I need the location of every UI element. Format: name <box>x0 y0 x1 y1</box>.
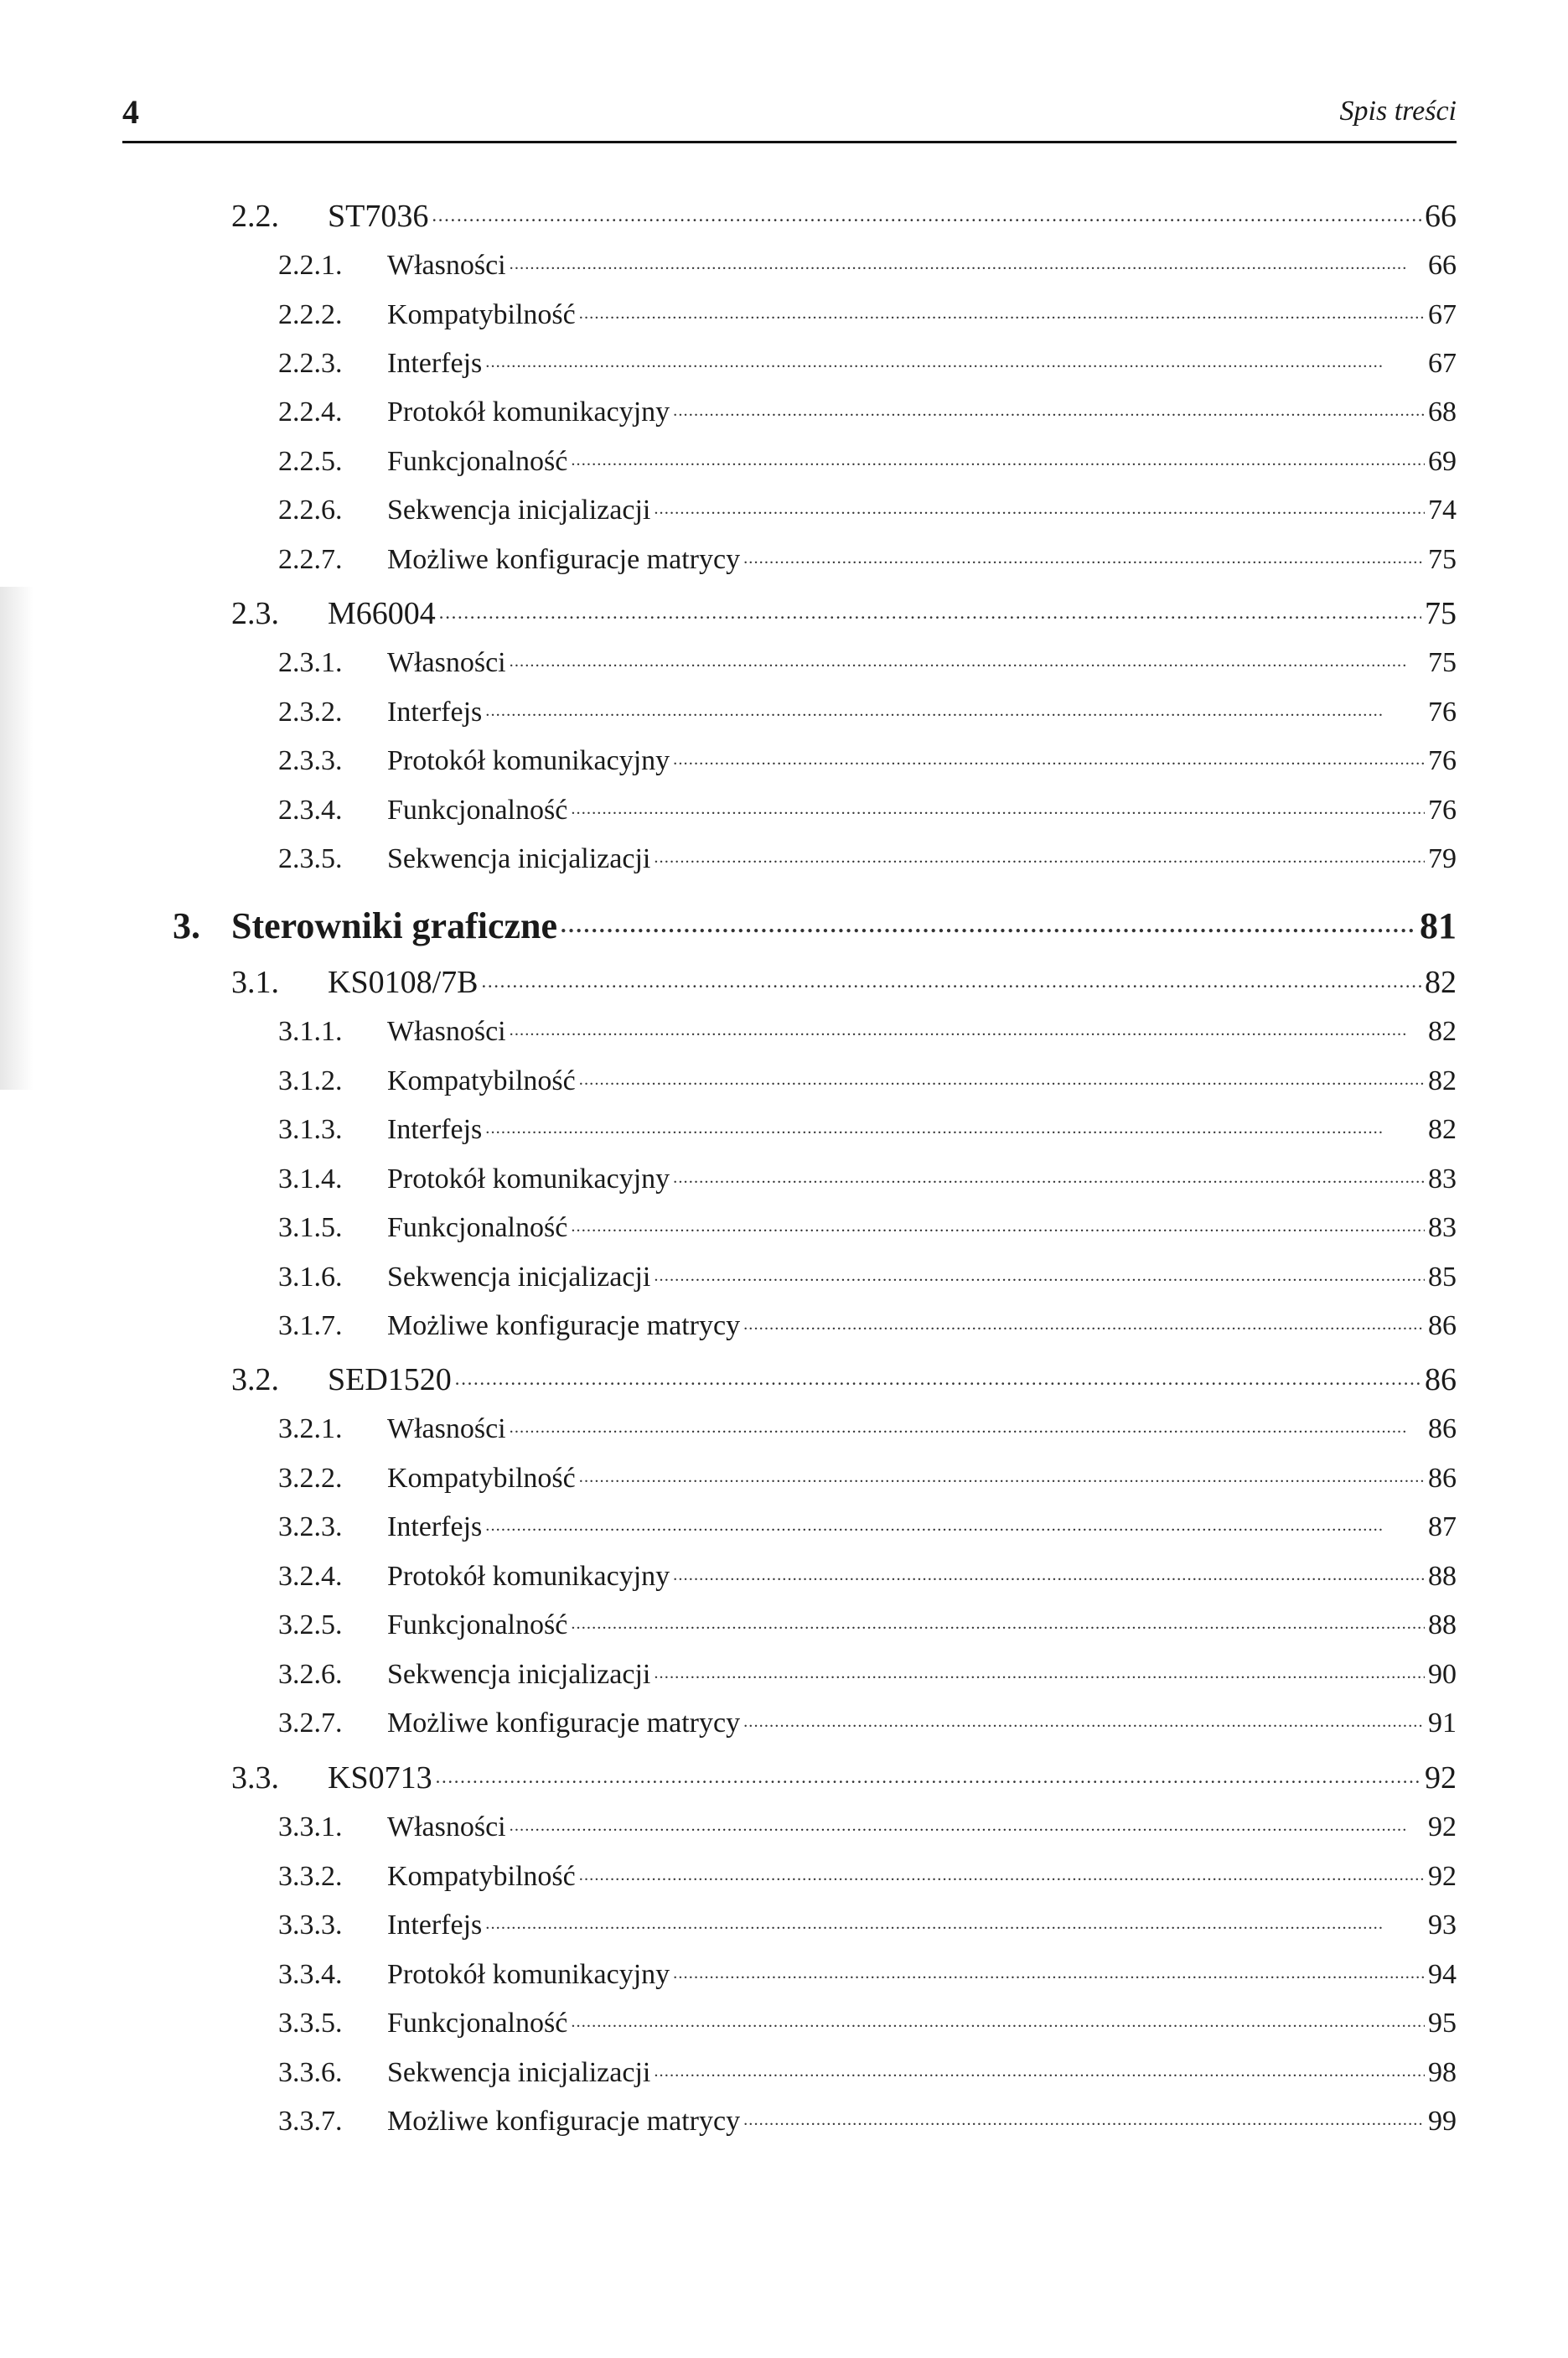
dot-leader <box>743 1703 1425 1732</box>
dot-leader <box>436 1756 1421 1788</box>
dot-leader <box>673 392 1425 421</box>
dot-leader <box>432 194 1421 226</box>
running-title: Spis treści <box>1339 96 1457 127</box>
toc-entry-page: 82 <box>1428 1114 1457 1145</box>
toc-entry <box>231 592 1457 632</box>
toc-entry-number: 2.3.2. <box>278 697 343 728</box>
toc-entry-page: 86 <box>1428 1310 1457 1341</box>
toc-entry-page: 88 <box>1428 1561 1457 1592</box>
dot-leader <box>579 295 1425 324</box>
toc-entry-title: Własności <box>387 1016 506 1047</box>
toc-entry-number: 2.3.4. <box>278 795 343 826</box>
dot-leader <box>485 1110 1425 1138</box>
toc-entry-page: 86 <box>1425 1362 1457 1397</box>
toc-entry-page: 82 <box>1425 965 1457 1000</box>
toc-entry-title: Możliwe konfiguracje matrycy <box>387 1708 741 1739</box>
toc-entry-number: 3.1.6. <box>278 1262 343 1293</box>
dot-leader <box>561 901 1416 938</box>
dot-leader <box>654 490 1425 519</box>
toc-entry-number: 3.3.6. <box>278 2057 343 2088</box>
page-number: 4 <box>122 93 139 131</box>
toc-entry-number: 3.2.7. <box>278 1708 343 1739</box>
toc-entry <box>278 1257 1457 1293</box>
toc-entry <box>278 295 1457 331</box>
dot-leader <box>673 1955 1425 1983</box>
toc-entry-title: Własności <box>387 250 506 281</box>
toc-entry <box>278 790 1457 827</box>
toc-entry-title: M66004 <box>328 596 436 631</box>
toc-entry-number: 3.3.4. <box>278 1959 343 1990</box>
toc-entry <box>278 1857 1457 1893</box>
toc-entry-title: Protokół komunikacyjny <box>387 745 670 776</box>
toc-entry-page: 92 <box>1428 1861 1457 1892</box>
toc-entry-title: Możliwe konfiguracje matrycy <box>387 2106 741 2137</box>
toc-entry-page: 66 <box>1428 250 1457 281</box>
dot-leader <box>510 246 1425 274</box>
toc-entry-title: Kompatybilność <box>387 299 576 330</box>
toc-entry-title: Protokół komunikacyjny <box>387 396 670 428</box>
toc-entry-title: Sekwencja inicjalizacji <box>387 495 651 526</box>
toc-entry-page: 75 <box>1428 544 1457 575</box>
toc-entry-page: 86 <box>1428 1413 1457 1444</box>
toc-entry-title: ST7036 <box>328 199 429 234</box>
toc-entry <box>278 1905 1457 1941</box>
toc-entry-title: Funkcjonalność <box>387 2008 568 2039</box>
toc-entry-number: 2.2.6. <box>278 495 343 526</box>
toc-entry-title: Funkcjonalność <box>387 1609 568 1640</box>
toc-entry-number: 3.2.6. <box>278 1659 343 1690</box>
toc-entry-number: 2.2. <box>231 199 279 234</box>
dot-leader <box>579 1459 1425 1487</box>
toc-entry-number: 3.3.1. <box>278 1811 343 1842</box>
toc-entry-title: Interfejs <box>387 1114 483 1145</box>
dot-leader <box>510 1807 1425 1836</box>
dot-leader <box>673 741 1425 770</box>
toc-entry-page: 82 <box>1428 1065 1457 1096</box>
toc-entry <box>278 1807 1457 1843</box>
toc-entry-title: KS0108/7B <box>328 965 479 1000</box>
toc-entry-page: 75 <box>1428 647 1457 678</box>
dot-leader <box>485 1507 1425 1536</box>
toc-entry-number: 3.3.5. <box>278 2008 343 2039</box>
toc-entry <box>278 1061 1457 1097</box>
toc-entry <box>231 1358 1457 1398</box>
dot-leader <box>579 1857 1425 1885</box>
toc-entry-title: Sterowniki graficzne <box>231 905 558 946</box>
dot-leader <box>654 839 1425 868</box>
toc-entry-page: 92 <box>1428 1811 1457 1842</box>
toc-entry-number: 3.1.1. <box>278 1016 343 1047</box>
dot-leader <box>743 2101 1425 2130</box>
toc-entry-page: 67 <box>1428 348 1457 379</box>
dot-leader <box>743 1306 1425 1334</box>
toc-entry-page: 85 <box>1428 1262 1457 1293</box>
toc-entry <box>278 839 1457 875</box>
toc-entry <box>278 2003 1457 2039</box>
toc-entry-number: 2.2.4. <box>278 396 343 428</box>
dot-leader <box>673 1557 1425 1585</box>
toc-entry <box>231 961 1457 1001</box>
toc-entry-title: Możliwe konfiguracje matrycy <box>387 544 741 575</box>
toc-entry-page: 68 <box>1428 396 1457 428</box>
toc-entry-number: 2.2.1. <box>278 250 343 281</box>
toc-entry-title: Protokół komunikacyjny <box>387 1163 670 1195</box>
toc-entry-title: Sekwencja inicjalizacji <box>387 1262 651 1293</box>
dot-leader <box>579 1061 1425 1090</box>
toc-entry-page: 66 <box>1425 199 1457 234</box>
toc-entry-title: Sekwencja inicjalizacji <box>387 1659 651 1690</box>
toc-entry-title: Własności <box>387 1413 506 1444</box>
toc-entry-page: 76 <box>1428 795 1457 826</box>
toc-entry <box>278 344 1457 380</box>
toc-entry-number: 2.2.7. <box>278 544 343 575</box>
dot-leader <box>481 961 1421 992</box>
toc-entry-title: Funkcjonalność <box>387 1212 568 1243</box>
toc-entry-page: 81 <box>1420 905 1457 946</box>
toc-entry-title: Własności <box>387 647 506 678</box>
toc-entry <box>278 442 1457 478</box>
toc-entry-number: 3.3.7. <box>278 2106 343 2137</box>
toc-entry-title: Sekwencja inicjalizacji <box>387 2057 651 2088</box>
toc-entry <box>278 1459 1457 1495</box>
toc-entry-number: 3.3.2. <box>278 1861 343 1892</box>
toc-entry-page: 93 <box>1428 1910 1457 1941</box>
toc-entry <box>278 2053 1457 2089</box>
toc-entry-page: 76 <box>1428 697 1457 728</box>
toc-entry <box>278 1409 1457 1445</box>
dot-leader <box>571 790 1425 819</box>
dot-leader <box>510 1409 1425 1438</box>
toc-entry <box>278 1208 1457 1244</box>
toc-entry-number: 2.3.1. <box>278 647 343 678</box>
toc-entry-title: Kompatybilność <box>387 1861 576 1892</box>
toc-entry <box>278 1306 1457 1342</box>
toc-entry-number: 3.1.5. <box>278 1212 343 1243</box>
dot-leader <box>571 2003 1425 2032</box>
toc-entry-number: 3.2.1. <box>278 1413 343 1444</box>
toc-entry-page: 83 <box>1428 1212 1457 1243</box>
dot-leader <box>455 1358 1421 1390</box>
toc-entry-page: 87 <box>1428 1511 1457 1542</box>
toc-entry-number: 2.3.3. <box>278 745 343 776</box>
toc-entry-title: Protokół komunikacyjny <box>387 1561 670 1592</box>
toc-entry <box>278 643 1457 679</box>
dot-leader <box>673 1159 1425 1188</box>
toc-entry-title: Kompatybilność <box>387 1463 576 1494</box>
toc-entry-title: Interfejs <box>387 1511 483 1542</box>
toc-entry-page: 86 <box>1428 1463 1457 1494</box>
toc-entry <box>278 1159 1457 1195</box>
toc-entry-title: Protokół komunikacyjny <box>387 1959 670 1990</box>
toc-entry-title: Interfejs <box>387 348 483 379</box>
dot-leader <box>571 1605 1425 1634</box>
toc-entry-number: 3.1.2. <box>278 1065 343 1096</box>
toc-entry-number: 3.2.3. <box>278 1511 343 1542</box>
toc-entry-title: Funkcjonalność <box>387 795 568 826</box>
toc-entry-number: 3.1.4. <box>278 1163 343 1195</box>
toc-entry-number: 2.2.2. <box>278 299 343 330</box>
dot-leader <box>571 1208 1425 1236</box>
dot-leader <box>485 344 1425 372</box>
toc-entry-title: Interfejs <box>387 697 483 728</box>
toc-entry-title: KS0713 <box>328 1760 432 1796</box>
toc-entry-number: 3. <box>173 905 200 946</box>
toc-entry-page: 75 <box>1425 596 1457 631</box>
toc-entry <box>231 194 1457 235</box>
toc-entry-page: 83 <box>1428 1163 1457 1195</box>
dot-leader <box>654 1655 1425 1683</box>
toc-entry-page: 98 <box>1428 2057 1457 2088</box>
toc-entry-page: 94 <box>1428 1959 1457 1990</box>
dot-leader <box>571 442 1425 470</box>
toc-entry <box>278 490 1457 526</box>
dot-leader <box>510 643 1425 671</box>
toc-entry <box>278 540 1457 576</box>
toc-entry <box>278 741 1457 777</box>
toc-entry <box>278 1507 1457 1543</box>
toc-entry <box>278 1605 1457 1641</box>
toc-entry <box>278 392 1457 428</box>
toc-entry-page: 79 <box>1428 843 1457 874</box>
toc-entry-page: 76 <box>1428 745 1457 776</box>
toc-entry <box>278 1655 1457 1691</box>
toc-entry <box>173 901 1457 947</box>
toc-entry-number: 3.1.7. <box>278 1310 343 1341</box>
toc-entry-title: Interfejs <box>387 1910 483 1941</box>
toc-entry <box>278 1955 1457 1991</box>
toc-entry-page: 69 <box>1428 446 1457 477</box>
dot-leader <box>485 1905 1425 1934</box>
toc-entry-page: 99 <box>1428 2106 1457 2137</box>
toc-entry <box>278 1557 1457 1593</box>
dot-leader <box>654 2053 1425 2081</box>
toc-entry-page: 82 <box>1428 1016 1457 1047</box>
toc-entry-number: 3.2.5. <box>278 1609 343 1640</box>
toc-entry-number: 3.3. <box>231 1760 279 1796</box>
toc-entry-page: 74 <box>1428 495 1457 526</box>
toc-entry-number: 3.2.2. <box>278 1463 343 1494</box>
dot-leader <box>510 1012 1425 1040</box>
toc-entry-number: 2.2.3. <box>278 348 343 379</box>
toc-entry-number: 3.2. <box>231 1362 279 1397</box>
toc-entry-number: 2.3. <box>231 596 279 631</box>
toc-entry-page: 90 <box>1428 1659 1457 1690</box>
toc-entry <box>278 692 1457 728</box>
toc-entry-number: 2.3.5. <box>278 843 343 874</box>
toc-entry <box>278 246 1457 282</box>
toc-entry-page: 91 <box>1428 1708 1457 1739</box>
toc-entry-page: 95 <box>1428 2008 1457 2039</box>
toc-entry <box>231 1756 1457 1796</box>
toc-entry-title: Sekwencja inicjalizacji <box>387 843 651 874</box>
dot-leader <box>485 692 1425 721</box>
dot-leader <box>439 592 1421 624</box>
toc-entry-title: Kompatybilność <box>387 1065 576 1096</box>
dot-leader <box>654 1257 1425 1286</box>
toc-entry <box>278 1703 1457 1739</box>
toc-entry-number: 3.2.4. <box>278 1561 343 1592</box>
toc-entry-title: Możliwe konfiguracje matrycy <box>387 1310 741 1341</box>
toc-entry <box>278 2101 1457 2138</box>
toc-entry-page: 88 <box>1428 1609 1457 1640</box>
toc-entry-title: Własności <box>387 1811 506 1842</box>
toc-entry <box>278 1012 1457 1048</box>
toc-entry-page: 92 <box>1425 1760 1457 1796</box>
dot-leader <box>743 540 1425 568</box>
toc-entry <box>278 1110 1457 1146</box>
toc-entry-title: Funkcjonalność <box>387 446 568 477</box>
toc-entry-number: 3.1.3. <box>278 1114 343 1145</box>
toc-entry-number: 3.1. <box>231 965 279 1000</box>
toc-entry-number: 3.3.3. <box>278 1910 343 1941</box>
toc-entry-title: SED1520 <box>328 1362 452 1397</box>
toc-entry-number: 2.2.5. <box>278 446 343 477</box>
toc-entry-page: 67 <box>1428 299 1457 330</box>
